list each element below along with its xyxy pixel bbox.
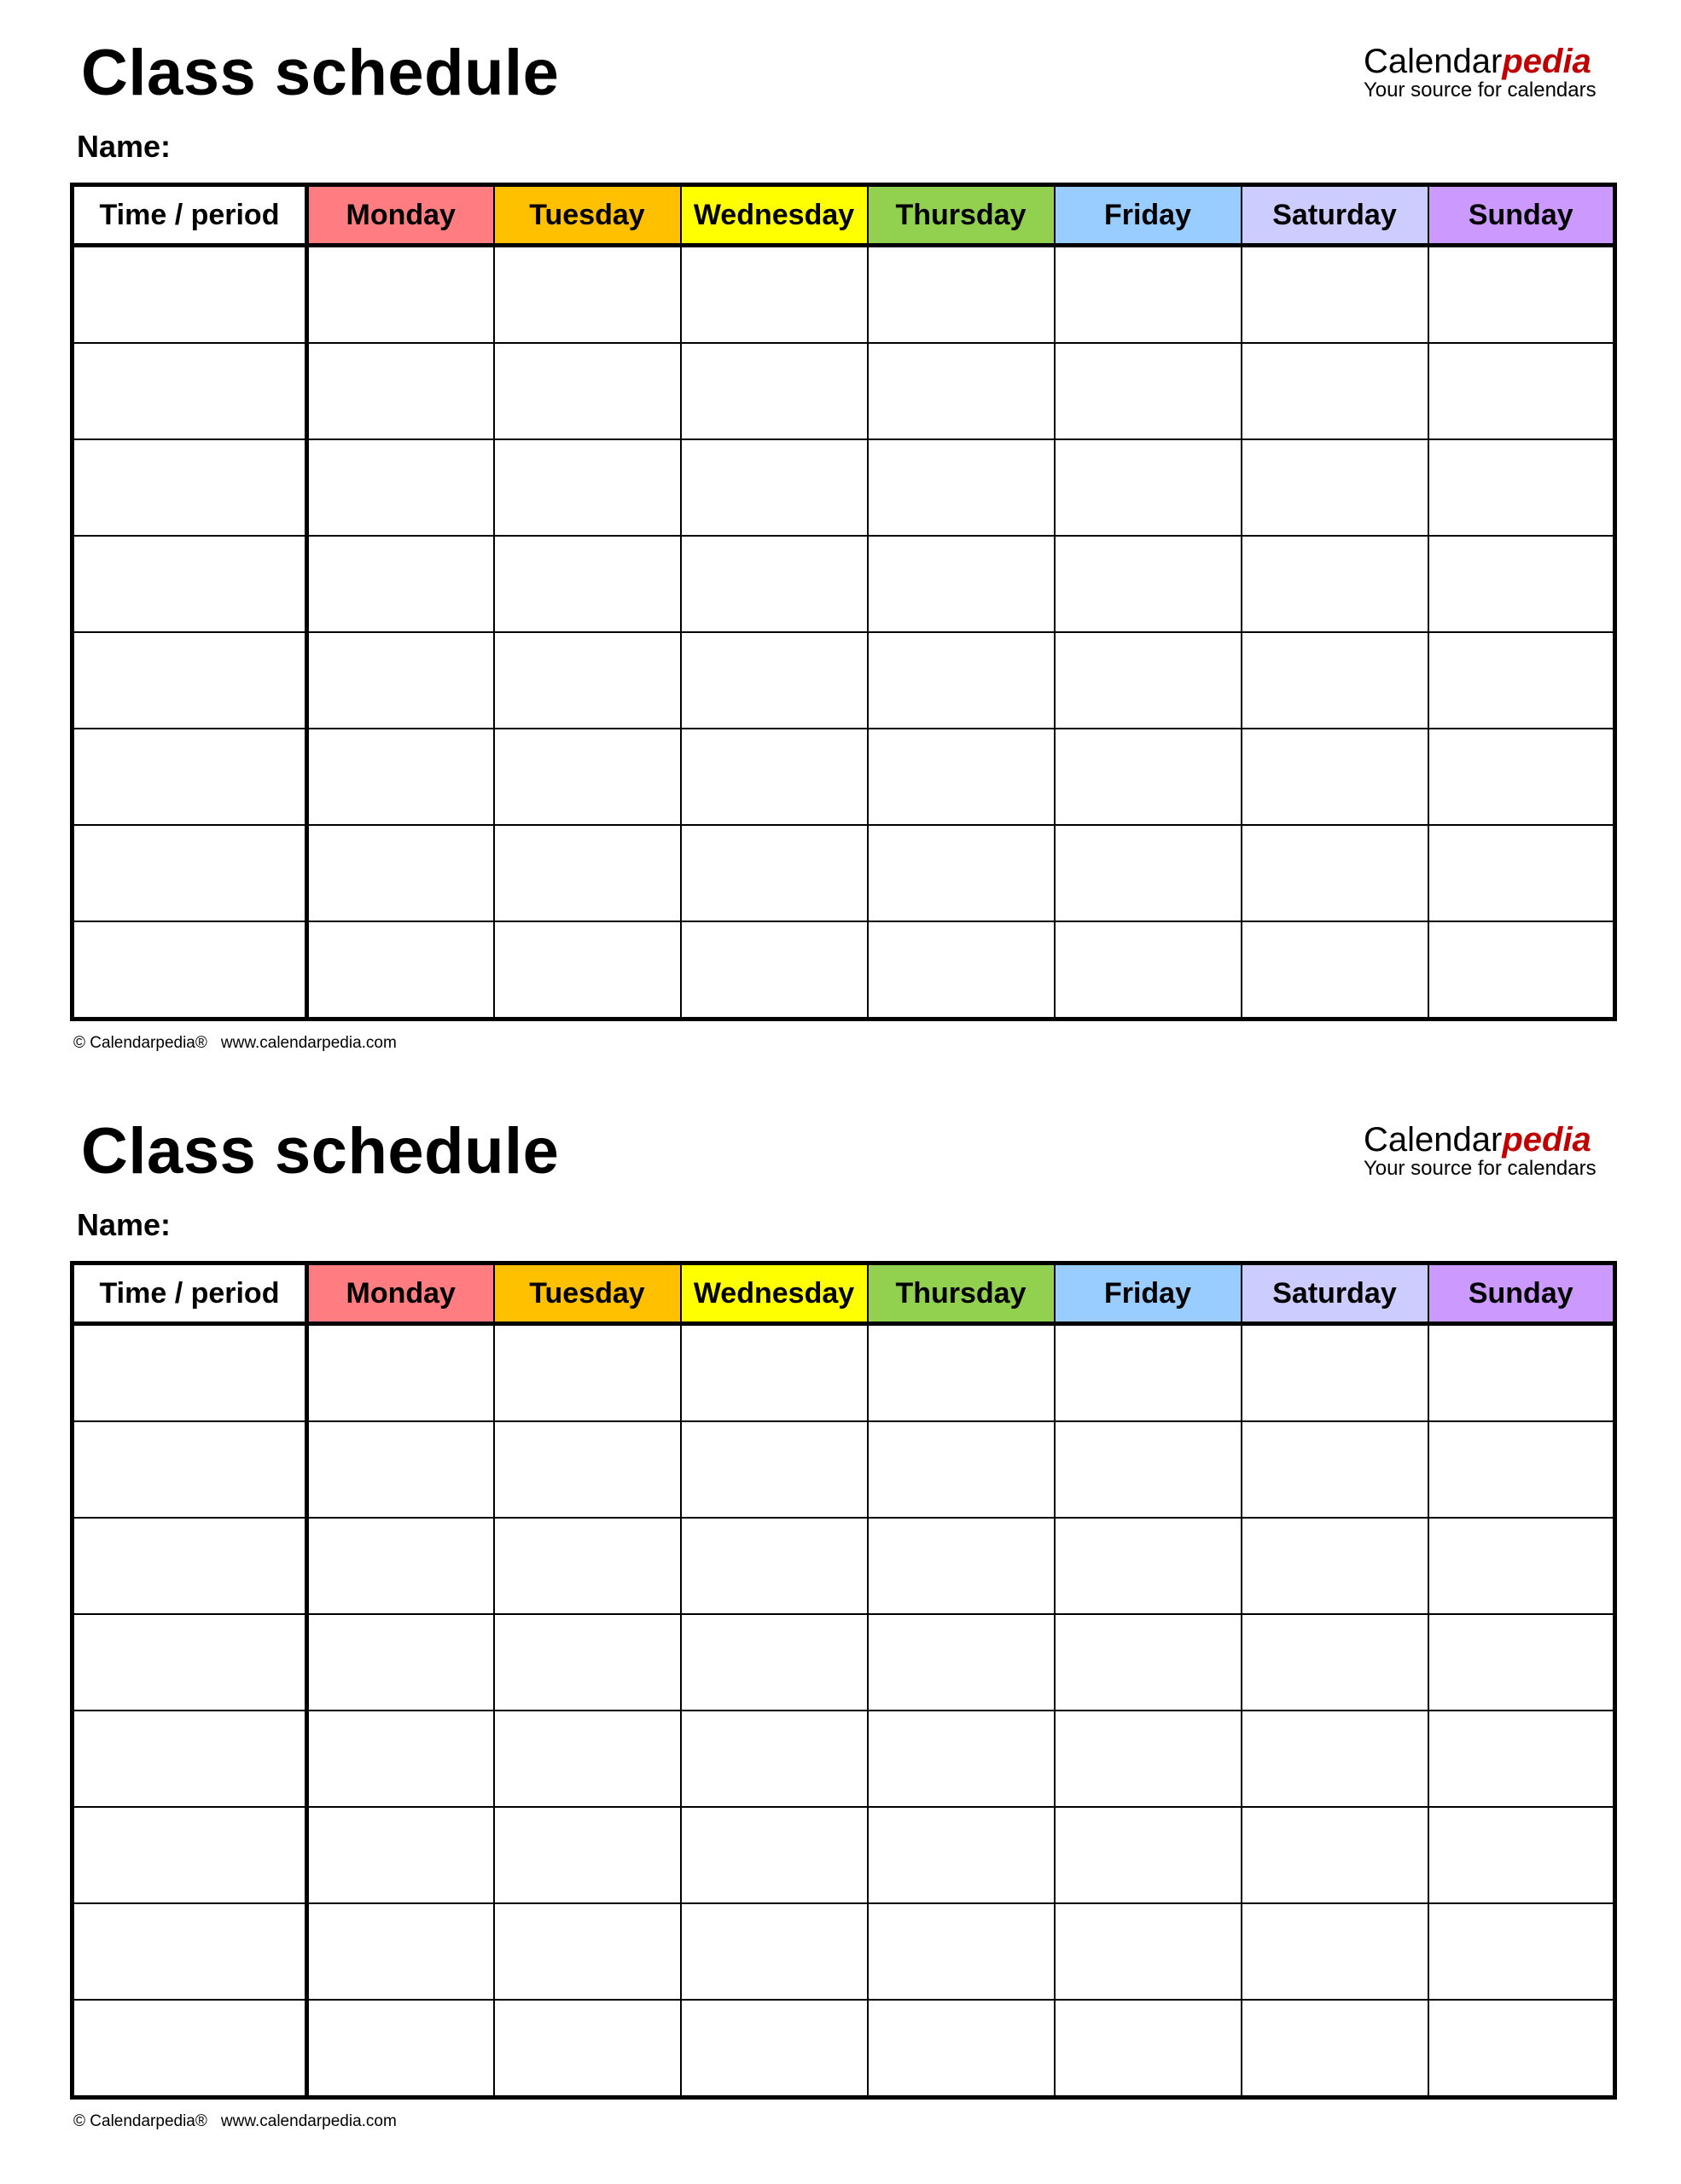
class-cell-monday[interactable] <box>307 439 494 536</box>
class-cell-sunday[interactable] <box>1428 343 1615 439</box>
class-cell-thursday[interactable] <box>868 246 1055 344</box>
class-cell-monday[interactable] <box>307 1807 494 1903</box>
class-cell-wednesday[interactable] <box>681 343 868 439</box>
class-cell-tuesday[interactable] <box>494 1614 681 1711</box>
class-cell-friday[interactable] <box>1055 1518 1242 1614</box>
class-cell-monday[interactable] <box>307 2000 494 2098</box>
class-cell-wednesday[interactable] <box>681 1518 868 1614</box>
class-cell-thursday[interactable] <box>868 343 1055 439</box>
class-cell-friday[interactable] <box>1055 1421 1242 1518</box>
time-period-cell[interactable] <box>73 439 307 536</box>
class-cell-monday[interactable] <box>307 1903 494 2000</box>
class-cell-friday[interactable] <box>1055 1807 1242 1903</box>
class-cell-friday[interactable] <box>1055 1711 1242 1807</box>
brand-name-accent: pedia <box>1502 1121 1591 1159</box>
class-cell-wednesday[interactable] <box>681 729 868 825</box>
class-cell-wednesday[interactable] <box>681 1324 868 1422</box>
schedule-row <box>73 921 1615 1019</box>
day-header-saturday: Saturday <box>1242 1263 1428 1324</box>
class-cell-thursday[interactable] <box>868 1711 1055 1807</box>
class-cell-saturday[interactable] <box>1242 825 1428 921</box>
time-period-cell[interactable] <box>73 632 307 729</box>
class-cell-sunday[interactable] <box>1428 632 1615 729</box>
class-cell-thursday[interactable] <box>868 729 1055 825</box>
class-cell-friday[interactable] <box>1055 343 1242 439</box>
class-cell-monday[interactable] <box>307 825 494 921</box>
class-cell-monday[interactable] <box>307 921 494 1019</box>
class-cell-wednesday[interactable] <box>681 536 868 632</box>
class-cell-wednesday[interactable] <box>681 921 868 1019</box>
class-cell-saturday[interactable] <box>1242 439 1428 536</box>
schedule-row <box>73 1324 1615 1422</box>
schedule-body <box>73 1324 1615 2098</box>
class-cell-wednesday[interactable] <box>681 1614 868 1711</box>
class-cell-monday[interactable] <box>307 1614 494 1711</box>
class-cell-sunday[interactable] <box>1428 536 1615 632</box>
class-cell-friday[interactable] <box>1055 729 1242 825</box>
class-cell-friday[interactable] <box>1055 1324 1242 1422</box>
header-row <box>73 1263 1615 1324</box>
class-cell-saturday[interactable] <box>1242 343 1428 439</box>
day-header-friday: Friday <box>1055 1263 1242 1324</box>
time-period-cell[interactable] <box>73 246 307 344</box>
time-period-header: Time / period <box>73 185 307 246</box>
class-cell-tuesday[interactable] <box>494 921 681 1019</box>
day-header-sunday: Sunday <box>1428 1263 1615 1324</box>
class-cell-wednesday[interactable] <box>681 1807 868 1903</box>
time-period-cell[interactable] <box>73 825 307 921</box>
class-cell-friday[interactable] <box>1055 825 1242 921</box>
class-cell-sunday[interactable] <box>1428 1711 1615 1807</box>
class-cell-sunday[interactable] <box>1428 825 1615 921</box>
class-cell-monday[interactable] <box>307 1421 494 1518</box>
class-cell-wednesday[interactable] <box>681 632 868 729</box>
class-cell-thursday[interactable] <box>868 1807 1055 1903</box>
day-header-tuesday: Tuesday <box>494 185 681 246</box>
class-cell-tuesday[interactable] <box>494 825 681 921</box>
schedule-row <box>73 1807 1615 1903</box>
schedule-row <box>73 1711 1615 1807</box>
class-cell-thursday[interactable] <box>868 439 1055 536</box>
class-cell-saturday[interactable] <box>1242 1903 1428 2000</box>
class-cell-saturday[interactable] <box>1242 921 1428 1019</box>
name-label: Name: <box>77 1207 172 1242</box>
class-cell-tuesday[interactable] <box>494 343 681 439</box>
schedule-row <box>73 536 1615 632</box>
day-header-tuesday: Tuesday <box>494 1263 681 1324</box>
class-cell-thursday[interactable] <box>868 1903 1055 2000</box>
brand-tagline: Your source for calendars <box>1364 1157 1597 1180</box>
day-header-saturday: Saturday <box>1242 185 1428 246</box>
class-cell-friday[interactable] <box>1055 536 1242 632</box>
class-cell-sunday[interactable] <box>1428 1903 1615 2000</box>
class-cell-saturday[interactable] <box>1242 1614 1428 1711</box>
class-cell-friday[interactable] <box>1055 2000 1242 2098</box>
class-cell-thursday[interactable] <box>868 1614 1055 1711</box>
class-cell-monday[interactable] <box>307 246 494 344</box>
class-cell-sunday[interactable] <box>1428 729 1615 825</box>
brand-tagline: Your source for calendars <box>1364 78 1597 102</box>
time-period-cell[interactable] <box>73 921 307 1019</box>
time-period-cell[interactable] <box>73 343 307 439</box>
class-cell-saturday[interactable] <box>1242 536 1428 632</box>
time-period-header: Time / period <box>73 1263 307 1324</box>
class-cell-tuesday[interactable] <box>494 1903 681 2000</box>
class-cell-saturday[interactable] <box>1242 1711 1428 1807</box>
day-header-monday: Monday <box>307 1263 494 1324</box>
class-cell-wednesday[interactable] <box>681 1421 868 1518</box>
class-cell-tuesday[interactable] <box>494 1324 681 1422</box>
time-period-cell[interactable] <box>73 1324 307 1422</box>
class-cell-friday[interactable] <box>1055 246 1242 344</box>
brand-name-main: Calendar <box>1364 43 1503 80</box>
class-cell-wednesday[interactable] <box>681 439 868 536</box>
schedule-row <box>73 2000 1615 2098</box>
class-cell-sunday[interactable] <box>1428 1324 1615 1422</box>
schedule-row <box>73 246 1615 344</box>
class-cell-wednesday[interactable] <box>681 1903 868 2000</box>
class-cell-monday[interactable] <box>307 536 494 632</box>
time-period-cell[interactable] <box>73 1903 307 2000</box>
class-cell-wednesday[interactable] <box>681 246 868 344</box>
time-period-cell[interactable] <box>73 1421 307 1518</box>
day-header-thursday: Thursday <box>868 185 1055 246</box>
class-cell-tuesday[interactable] <box>494 632 681 729</box>
class-cell-friday[interactable] <box>1055 439 1242 536</box>
class-cell-monday[interactable] <box>307 1518 494 1614</box>
day-header-wednesday: Wednesday <box>681 185 868 246</box>
schedule-table <box>70 183 1617 1021</box>
brand-name-accent: pedia <box>1502 43 1591 80</box>
footer-url: www.calendarpedia.com <box>220 2112 397 2130</box>
class-cell-tuesday[interactable] <box>494 729 681 825</box>
time-period-cell[interactable] <box>73 729 307 825</box>
class-cell-sunday[interactable] <box>1428 1807 1615 1903</box>
class-cell-monday[interactable] <box>307 1711 494 1807</box>
class-cell-monday[interactable] <box>307 343 494 439</box>
class-cell-monday[interactable] <box>307 1324 494 1422</box>
schedule-row <box>73 1421 1615 1518</box>
class-cell-sunday[interactable] <box>1428 1518 1615 1614</box>
schedule-sheet-2 <box>0 1078 1681 2157</box>
class-cell-wednesday[interactable] <box>681 825 868 921</box>
class-cell-saturday[interactable] <box>1242 1807 1428 1903</box>
class-cell-tuesday[interactable] <box>494 1807 681 1903</box>
time-period-cell[interactable] <box>73 1807 307 1903</box>
day-header-thursday: Thursday <box>868 1263 1055 1324</box>
class-cell-thursday[interactable] <box>868 1421 1055 1518</box>
class-cell-thursday[interactable] <box>868 2000 1055 2098</box>
class-cell-saturday[interactable] <box>1242 246 1428 344</box>
brand-logo <box>1364 1123 1597 1179</box>
class-cell-saturday[interactable] <box>1242 2000 1428 2098</box>
schedule-body <box>73 246 1615 1019</box>
schedule-row <box>73 439 1615 536</box>
class-cell-wednesday[interactable] <box>681 1711 868 1807</box>
class-cell-tuesday[interactable] <box>494 246 681 344</box>
class-cell-tuesday[interactable] <box>494 2000 681 2098</box>
schedule-row <box>73 1903 1615 2000</box>
schedule-row <box>73 343 1615 439</box>
class-cell-tuesday[interactable] <box>494 1421 681 1518</box>
time-period-cell[interactable] <box>73 536 307 632</box>
class-cell-sunday[interactable] <box>1428 921 1615 1019</box>
day-header-sunday: Sunday <box>1428 185 1615 246</box>
class-cell-tuesday[interactable] <box>494 439 681 536</box>
page-title: Class schedule <box>81 1115 560 1188</box>
class-cell-wednesday[interactable] <box>681 2000 868 2098</box>
class-cell-sunday[interactable] <box>1428 1614 1615 1711</box>
schedule-table <box>70 1261 1617 2100</box>
class-cell-saturday[interactable] <box>1242 632 1428 729</box>
day-header-friday: Friday <box>1055 185 1242 246</box>
time-period-cell[interactable] <box>73 1518 307 1614</box>
header-row <box>73 185 1615 246</box>
class-cell-monday[interactable] <box>307 632 494 729</box>
schedule-row <box>73 1614 1615 1711</box>
schedule-row <box>73 632 1615 729</box>
class-cell-sunday[interactable] <box>1428 246 1615 344</box>
footer-copyright <box>73 2113 397 2129</box>
class-cell-saturday[interactable] <box>1242 729 1428 825</box>
schedule-row <box>73 1518 1615 1614</box>
class-cell-friday[interactable] <box>1055 921 1242 1019</box>
class-cell-monday[interactable] <box>307 729 494 825</box>
class-cell-sunday[interactable] <box>1428 1421 1615 1518</box>
time-period-cell[interactable] <box>73 1614 307 1711</box>
day-header-wednesday: Wednesday <box>681 1263 868 1324</box>
class-cell-tuesday[interactable] <box>494 1711 681 1807</box>
brand-logo <box>1364 44 1597 101</box>
name-label: Name: <box>77 129 172 164</box>
class-cell-thursday[interactable] <box>868 632 1055 729</box>
copyright-text: © Calendarpedia® <box>73 1034 207 1052</box>
class-cell-tuesday[interactable] <box>494 1518 681 1614</box>
class-cell-sunday[interactable] <box>1428 439 1615 536</box>
brand-name-main: Calendar <box>1364 1121 1503 1159</box>
schedule-row <box>73 825 1615 921</box>
class-cell-saturday[interactable] <box>1242 1518 1428 1614</box>
copyright-text: © Calendarpedia® <box>73 2112 207 2130</box>
schedule-row <box>73 729 1615 825</box>
class-cell-thursday[interactable] <box>868 825 1055 921</box>
time-period-cell[interactable] <box>73 2000 307 2098</box>
time-period-cell[interactable] <box>73 1711 307 1807</box>
class-cell-thursday[interactable] <box>868 1518 1055 1614</box>
class-cell-friday[interactable] <box>1055 632 1242 729</box>
day-header-monday: Monday <box>307 185 494 246</box>
schedule-sheet-1 <box>0 0 1681 1078</box>
footer-copyright <box>73 1035 397 1051</box>
footer-url: www.calendarpedia.com <box>220 1034 397 1052</box>
class-cell-thursday[interactable] <box>868 921 1055 1019</box>
class-cell-saturday[interactable] <box>1242 1421 1428 1518</box>
class-cell-friday[interactable] <box>1055 1614 1242 1711</box>
class-cell-thursday[interactable] <box>868 536 1055 632</box>
page-title: Class schedule <box>81 37 560 109</box>
class-cell-friday[interactable] <box>1055 1903 1242 2000</box>
class-cell-saturday[interactable] <box>1242 1324 1428 1422</box>
class-cell-thursday[interactable] <box>868 1324 1055 1422</box>
class-cell-sunday[interactable] <box>1428 2000 1615 2098</box>
class-cell-tuesday[interactable] <box>494 536 681 632</box>
